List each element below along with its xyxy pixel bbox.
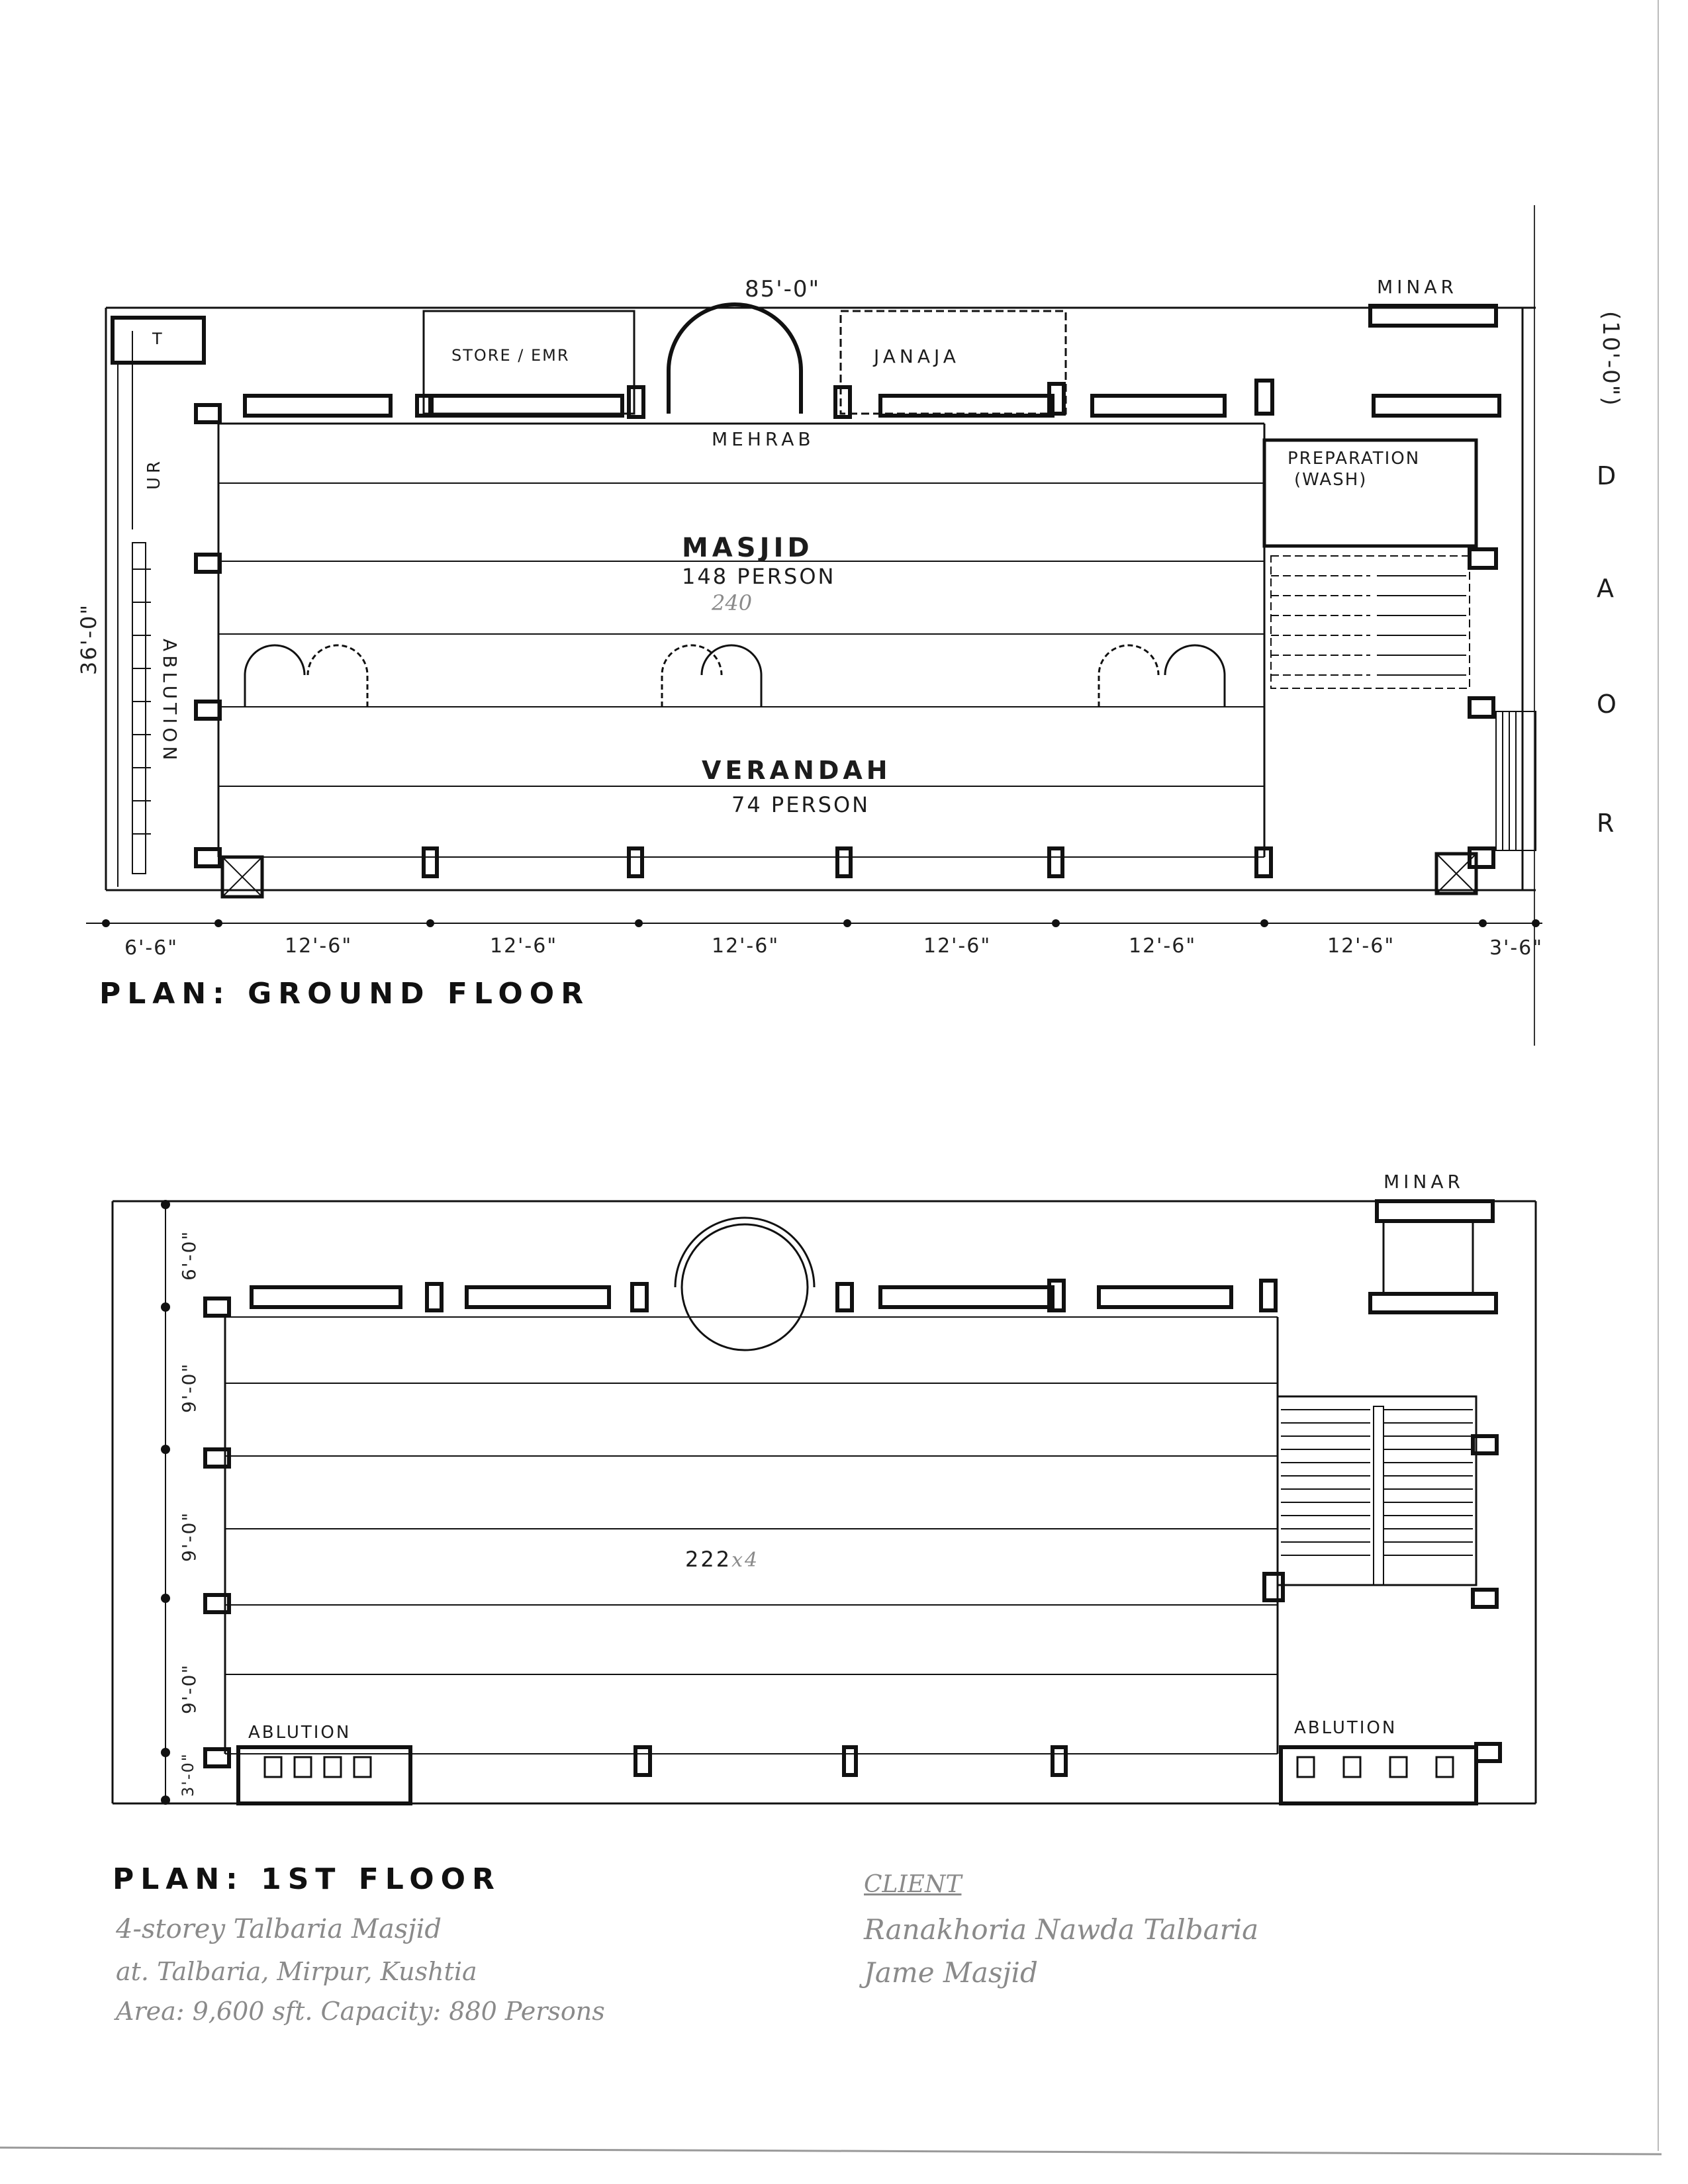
gf-road-letter-1: R [1597, 809, 1615, 838]
gf-dim-1: 6'-6" [124, 936, 179, 960]
ff-plan-title: PLAN: 1ST FLOOR [113, 1862, 501, 1896]
project-area-capacity: Area: 9,600 sft. Capacity: 880 Persons [116, 1997, 605, 2026]
gf-masjid-capacity-revised: 240 [712, 590, 753, 615]
gf-urinal-label: UR [144, 457, 164, 490]
gf-minar-label: MINAR [1377, 276, 1458, 298]
gf-preparation-label: PREPARATION [1288, 449, 1421, 469]
gf-store-label: STORE / EMR [451, 346, 570, 365]
gf-plan-title: PLAN: GROUND FLOOR [99, 977, 590, 1011]
ff-capacity [685, 1549, 759, 1570]
gf-dim-5: 12'-6" [923, 934, 992, 958]
gf-dim-2: 12'-6" [285, 934, 353, 958]
gf-masjid-label: MASJID [682, 533, 814, 563]
svg-text:T: T [152, 330, 162, 348]
gf-ablution-label: ABLUTION [159, 639, 181, 764]
ff-capacity-number: 222 [685, 1547, 732, 1572]
gf-dim-7: 12'-6" [1327, 934, 1395, 958]
ff-dim-1: 6'-0" [178, 1230, 200, 1281]
project-location: at. Talbaria, Mirpur, Kushtia [116, 1957, 477, 1986]
ff-ablution-right: ABLUTION [1294, 1718, 1397, 1738]
gf-overall-depth: 36'-0" [76, 603, 101, 675]
gf-verandah-capacity: 74 PERSON [731, 792, 870, 817]
gf-dim-6: 12'-6" [1129, 934, 1197, 958]
ff-dim-3: 9'-0" [178, 1511, 200, 1562]
gf-janaja-label: JANAJA [874, 345, 960, 367]
ff-minar-label: MINAR [1383, 1171, 1464, 1193]
client-name-line2: Jame Masjid [864, 1956, 1038, 1989]
gf-road-letter-2: O [1597, 690, 1617, 719]
ground-floor-plan [86, 304, 1542, 927]
ff-dim-2: 9'-0" [178, 1362, 200, 1413]
ff-dim-5: 3'-0" [179, 1752, 197, 1797]
ff-capacity-multiplier: x4 [731, 1549, 760, 1572]
gf-mehrab-label: MEHRAB [712, 428, 815, 450]
gf-dim-8: 3'-6" [1489, 936, 1544, 960]
client-name-line1: Ranakhoria Nawda Talbaria [864, 1913, 1259, 1946]
gf-masjid-capacity: 148 PERSON [682, 564, 836, 589]
gf-verandah-label: VERANDAH [702, 756, 892, 785]
gf-dim-4: 12'-6" [712, 934, 780, 958]
gf-dim-3: 12'-6" [490, 934, 558, 958]
gf-road-letter-3: A [1597, 574, 1614, 603]
gf-preparation-note: (WASH) [1294, 470, 1368, 490]
gf-road-letter-4: D [1597, 461, 1617, 490]
ff-ablution-left: ABLUTION [248, 1723, 352, 1743]
first-floor-plan [113, 1200, 1536, 1805]
project-title: 4-storey Talbaria Masjid [116, 1914, 442, 1944]
gf-overall-width: 85'-0" [745, 276, 821, 302]
ff-dim-4: 9'-0" [178, 1663, 200, 1714]
client-label: CLIENT [864, 1871, 962, 1898]
gf-road-width: (10'-0") [1597, 311, 1624, 407]
